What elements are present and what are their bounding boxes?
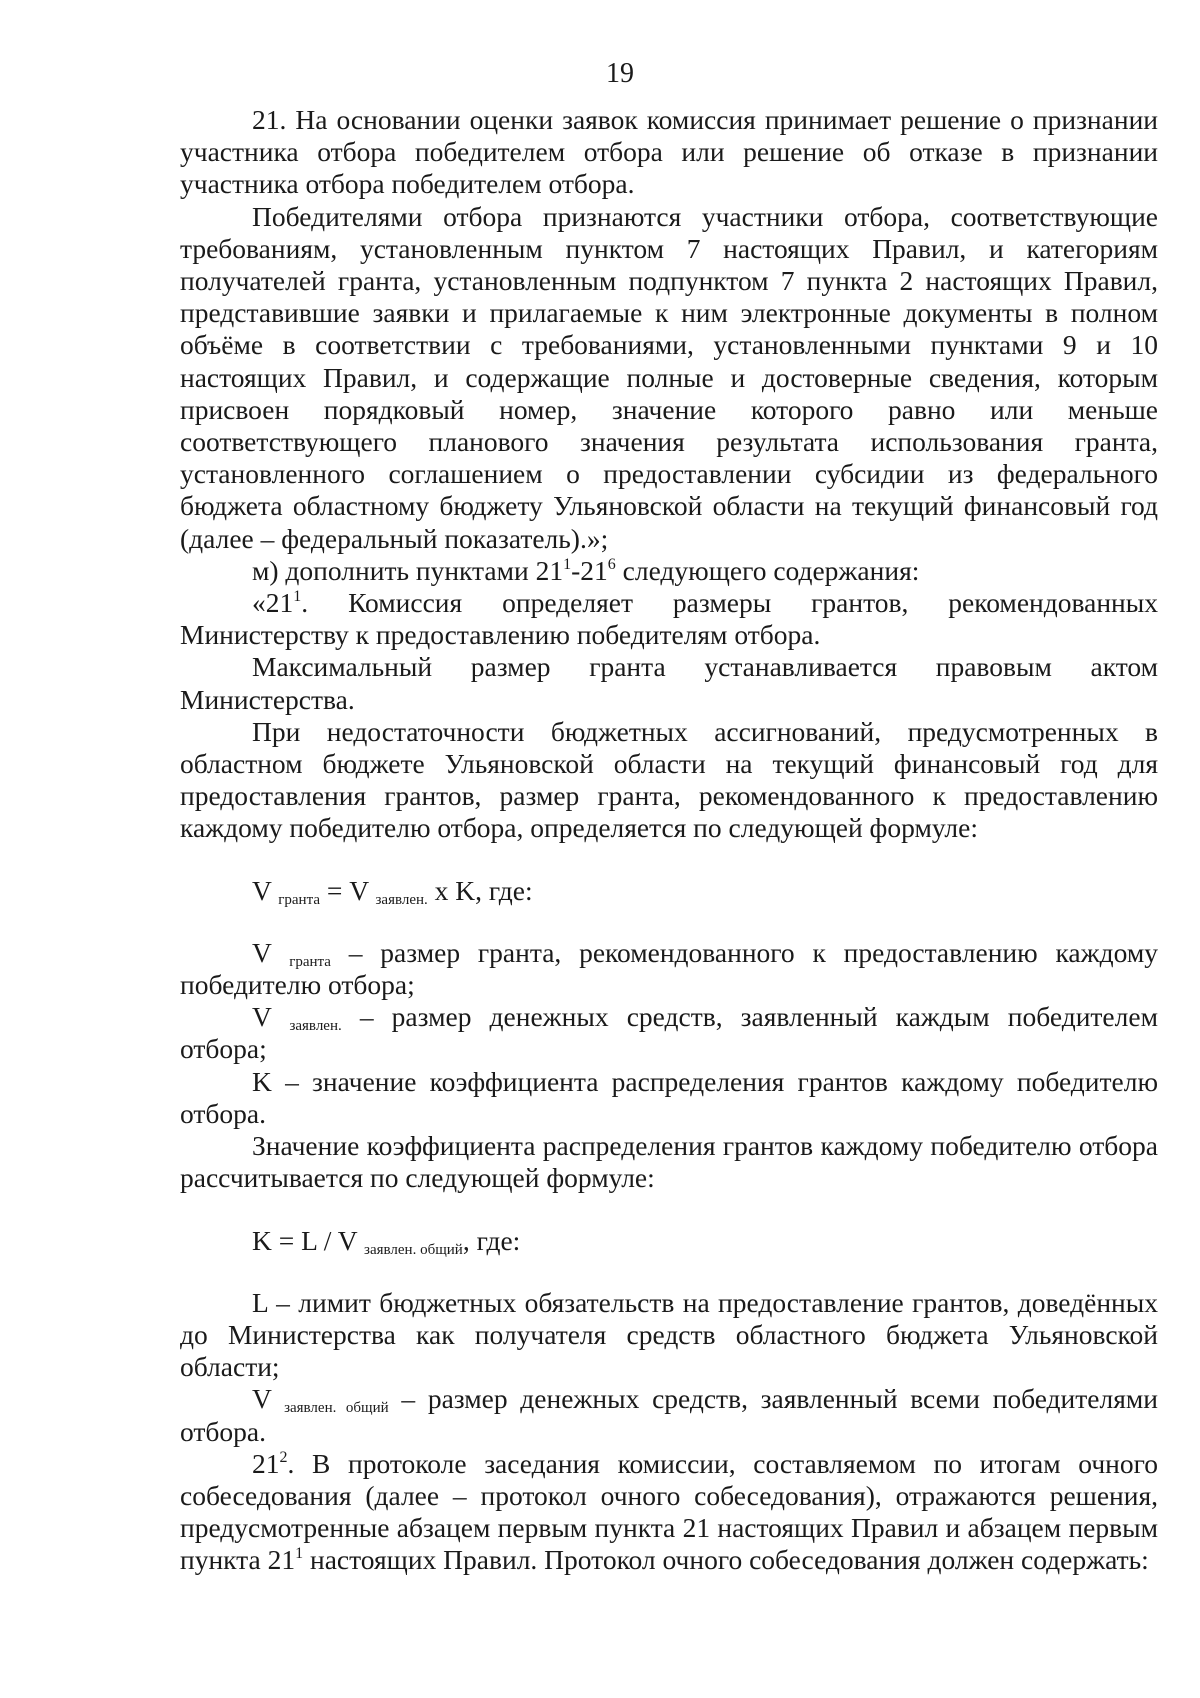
- document-body: [180, 104, 1158, 1577]
- page-number: 19: [606, 58, 634, 89]
- paragraph-coefficient: Значение коэффициента распределения грантов каждому победителю отбора рассчитывается по следующей формуле:: [180, 1130, 1158, 1194]
- paragraph-winners: Победителями отбора признаются участники отбора, соответствующие требованиям, установленным пунктом 7 настоящих Правил, и категориям получателей гранта, установленным подпунктом 7 пункта 2 настоящих Правил, представившие заявки и прилагаемые к ним электронные документы в полном объёме в соответствии с требованиями, установленными пунктами 9 и 10 настоящих Правил, и содержащие полные и достоверные сведения, которым присвоен порядковый номер, значение которого равно или меньше соответствующего планового значения результата использования гранта, установленного соглашением о предоставлении субсидии из федерального бюджета областному бюджету Ульяновской области на текущий финансовый год (далее – федеральный показатель).»;: [180, 200, 1158, 554]
- paragraph-insufficiency: При недостаточности бюджетных ассигнований, предусмотренных в областном бюджете Ульяновской области на текущий финансовый год для предоставления грантов, размер гранта, рекомендованного к предоставлению каждому победителю отбора, определяется по следующей формуле:: [180, 715, 1158, 844]
- paragraph-amendment-m: м) дополнить пунктами $21^1-21^6$ следующего содержания:: [252, 554, 920, 586]
- definition-v-declared-total: V $_{заявлен. общий}$ – размер денежных средств, заявленный всеми победителями отбора.: [180, 1383, 1158, 1447]
- formula-grant: V $_{гранта}$ = V $_{заявлен.}$ х K, где:: [252, 874, 533, 908]
- definition-v-grant: V $_{гранта}$ – размер гранта, рекомендованного к предоставлению каждому победителю отбора;: [180, 936, 1159, 1001]
- paragraph-21-2: $21^2$. В протоколе заседания комиссии, составляемом по итогам очного собеседования (далее – протокол очного собеседования), отражаются решения, предусмотренные абзацем первым пункта 21 настоящих Правил и абзацем первым пункта $21^1$ настоящих Правил. Протокол очного собеседования должен содержать:: [180, 1447, 1158, 1576]
- definition-l: L – лимит бюджетных обязательств на предоставление грантов, доведённых до Министерства как получателя средств областного бюджета Ульяновской области;: [180, 1286, 1158, 1383]
- definition-v-declared: V $_{заявлен.}$ – размер денежных средств, заявленный каждым победителем отбора;: [180, 1001, 1158, 1065]
- definition-k: K – значение коэффициента распределения грантов каждому победителю отбора.: [180, 1065, 1158, 1129]
- paragraph-max-grant: Максимальный размер гранта устанавливается правовым актом Министерства.: [180, 651, 1158, 715]
- formula-coefficient: K = L / V $_{заявлен. общий}$, где:: [252, 1224, 521, 1258]
- paragraph-21-1: «$21^1$. Комиссия определяет размеры грантов, рекомендованных Министерству к предоставлению победителям отбора.: [180, 587, 1158, 651]
- paragraph-21: 21. На основании оценки заявок комиссия принимает решение о признании участника отбора победителем отбора или решение об отказе в признании участника отбора победителем отбора.: [180, 104, 1158, 200]
